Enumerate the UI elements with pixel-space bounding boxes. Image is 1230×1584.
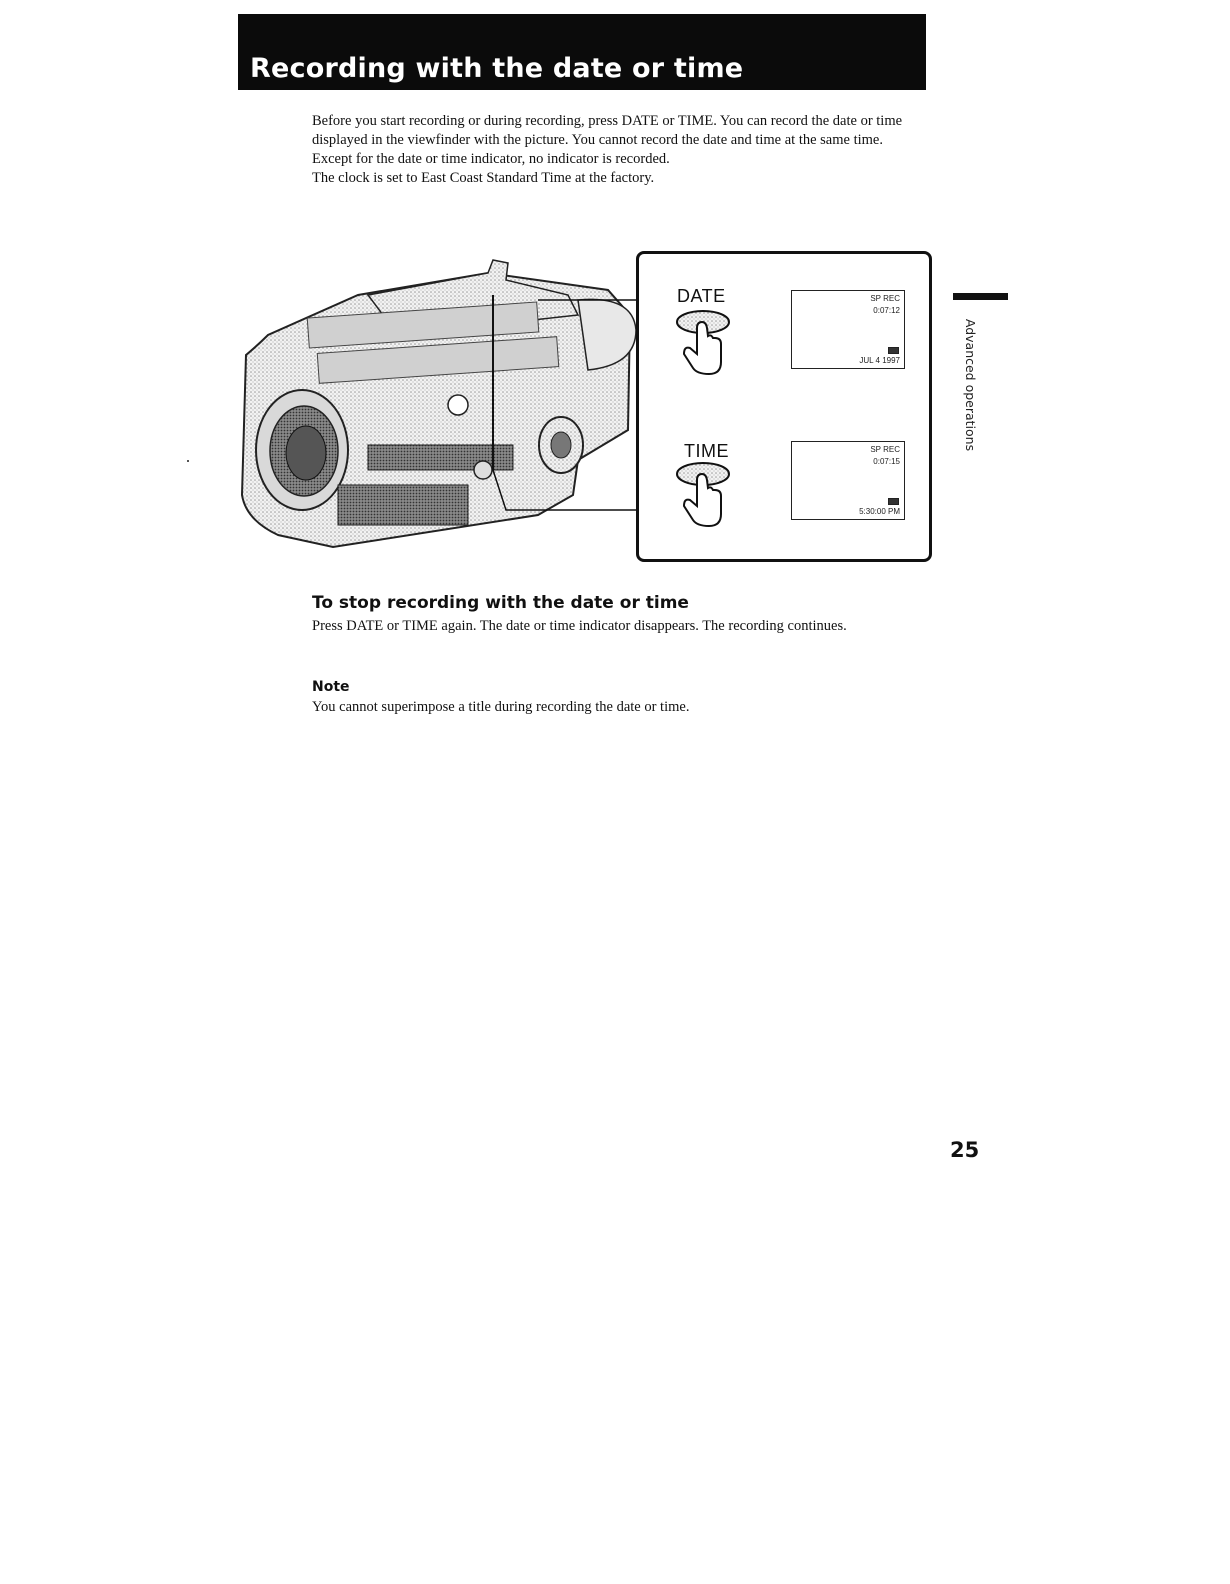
viewfinder-panel xyxy=(636,251,932,562)
time-button-press-icon xyxy=(675,460,735,528)
page-number: 25 xyxy=(950,1138,980,1162)
date-viewfinder-display xyxy=(791,290,905,369)
note-text: You cannot superimpose a title during recording the date or time. xyxy=(312,699,690,715)
date-button-press-icon xyxy=(675,308,735,376)
stop-recording-text: Press DATE or TIME again. The date or time indicator disappears. The recording continues. xyxy=(312,618,847,634)
date-rec-indicator: SP REC xyxy=(870,294,900,303)
time-tape-counter: 0:07:15 xyxy=(873,457,900,466)
page-title: Recording with the date or time xyxy=(250,53,744,84)
stop-recording-heading: To stop recording with the date or time xyxy=(312,593,689,613)
time-button-label: TIME xyxy=(684,441,729,461)
note-heading: Note xyxy=(312,679,350,695)
date-button-label: DATE xyxy=(677,286,726,306)
battery-icon xyxy=(888,498,899,505)
time-viewfinder-display xyxy=(791,441,905,520)
scan-speck xyxy=(187,460,189,462)
intro-text xyxy=(312,112,912,188)
side-tab-label: Advanced operations xyxy=(963,318,978,452)
time-rec-indicator: SP REC xyxy=(870,445,900,454)
camcorder-illustration xyxy=(238,255,640,550)
date-stamp: JUL 4 1997 xyxy=(859,356,900,365)
clock-note: The clock is set to East Coast Standard Time at the factory. xyxy=(312,170,655,186)
battery-icon xyxy=(888,347,899,354)
time-stamp: 5:30:00 PM xyxy=(859,507,900,516)
intro-paragraph: Before you start recording or during recording, press DATE or TIME. You can record the date or time displayed in the viewfinder with the picture. You cannot record the date and time at the same time. Except for the date or time indicator, no indicator is recorded. xyxy=(312,113,903,167)
date-tape-counter: 0:07:12 xyxy=(873,306,900,315)
title-bar xyxy=(238,14,926,90)
section-tab-marker xyxy=(953,293,1008,300)
